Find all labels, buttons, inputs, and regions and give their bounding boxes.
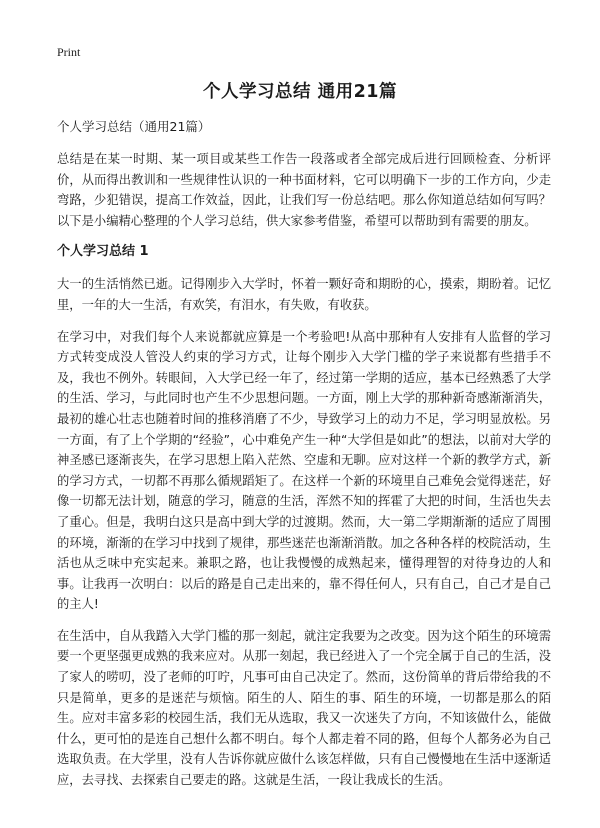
body-paragraph: 大一的生活悄然已逝。记得刚步入大学时，怀着一颗好奇和期盼的心，摸索，期盼着。记忆里，一年的大一生活，有欢笑，有泪水，有失败，有收获。 <box>57 277 551 312</box>
intro-paragraph: 总结是在某一时期、某一项目或某些工作告一段落或者全部完成后进行回顾检查、分析评价，从而得出教训和一些规律性认识的一种书面材料，它可以明确下一步的工作方向，少走弯路，少犯错误，提高工作效益，因此，让我们写一份总结吧。那么你知道总结如何写吗？以下是小编精心整理的个人学习总结，供大家参考借鉴，希望可以帮助到有需要的朋友。 <box>57 152 551 228</box>
document-subtitle: 个人学习总结（通用21篇） <box>57 119 211 134</box>
page-title: 个人学习总结 通用21篇 <box>203 82 397 102</box>
document-body <box>57 117 551 802</box>
print-link[interactable]: Print <box>57 45 81 59</box>
body-paragraph: 在学习中，对我们每个人来说都就应算是一个考验吧!从高中那种有人安排有人监督的学习方式转变成没人管没人约束的学习方式，让每个刚步入大学门槛的学子来说都有些措手不及，我也不例外。转眼间，入大学已经一年了，经过第一学期的适应，基本已经熟悉了大学的生活、学习，与此同时也产生不少思想问题。一方面，刚上大学的那种新奇感渐渐消失，最初的雄心壮志也随着时间的推移消磨了不少，导致学习上的动力不足，学习明显放松。另一方面，有了上个学期的“经验”，心中难免产生一种“大学但是如此”的想法，以前对大学的神圣感已逐渐丧失，在学习思想上陷入茫然、空虚和无聊。应对这样一个新的教学方式，新的学习方式，一切都不再那么循规蹈矩了。在这样一个新的环境里自己难免会觉得迷茫，好像一切都无法计划，随意的学习，随意的生活，浑然不知的挥霍了大把的时间，生活也失去了重心。但是，我明白这只是高中到大学的过渡期。然而，大一第二学期渐渐的适应了周围的环境，渐渐的在学习中找到了规律，那些迷茫也渐渐消散。加之各种各样的校院活动，生活也从乏味中充实起来。兼职之路，也让我慢慢的成熟起来，懂得理智的对待身边的人和事。让我再一次明白：以后的路是自己走出来的，靠不得任何人，只有自己，自己才是自己的主人! <box>57 329 551 612</box>
body-paragraph: 在生活中，自从我踏入大学门槛的那一刻起，就注定我要为之改变。因为这个陌生的环境需要一个更坚强更成熟的我来应对。从那一刻起，我已经进入了一个完全属于自己的生活，没了家人的唠叨，没了老师的叮咛，凡事可由自己决定了。然而，这份简单的背后带给我的不只是简单，更多的是迷茫与烦恼。陌生的人、陌生的事、陌生的环境，一切都是那么的陌生。应对丰富多彩的校园生活，我们无从选取，我又一次迷失了方向，不知该做什么，能做什么，更可怕的是连自己想什么都不明白。每个人都走着不同的路，但每个人都务必为自己选取负责。在大学里，没有人告诉你就应做什么该怎样做，只有自己慢慢地在生活中逐渐适应，去寻找、去探索自己要走的路。这就是生活，一段让我成长的生活。 <box>57 628 551 788</box>
section-heading: 个人学习总结 1 <box>57 244 149 260</box>
